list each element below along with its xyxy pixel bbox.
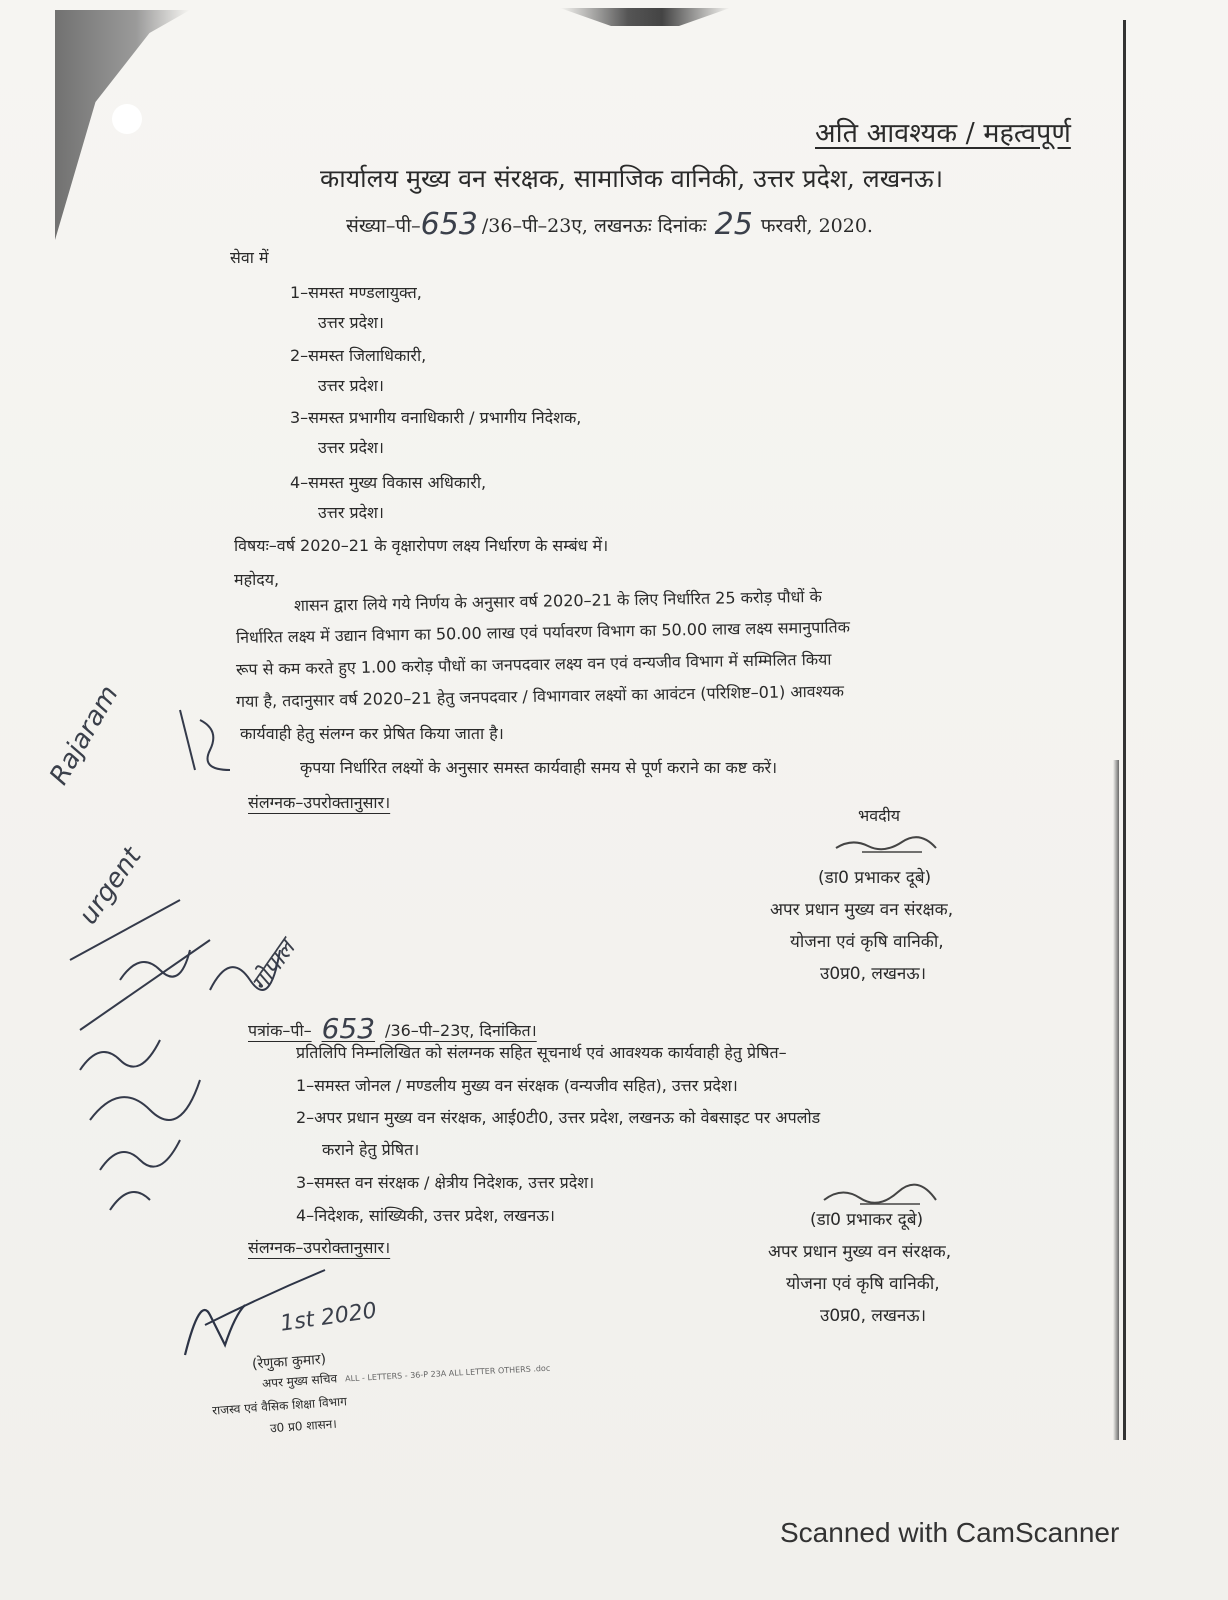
addressee-4-line1: 4–समस्त मुख्य विकास अधिकारी,: [290, 473, 487, 492]
file-path-text: ALL - LETTERS - 36-P 23A ALL LETTER OTHERS .doc: [344, 1363, 551, 1384]
urgency-label: अति आवश्यक / महत्वपूर्ण: [815, 118, 1071, 149]
copy-ref-prefix: पत्रांक–पी–: [248, 1021, 312, 1040]
addressee-3-line1: 3–समस्त प्रभागीय वनाधिकारी / प्रभागीय निदेशक,: [290, 408, 582, 427]
addressee-1-line2: उत्तर प्रदेश।: [318, 313, 384, 332]
handwritten-date-note: 1st 2020: [278, 1298, 379, 1337]
signature-scribble-2: [820, 1180, 940, 1210]
margin-note-rajaram: Rajaram: [44, 680, 125, 790]
body-line-2: निर्धारित लक्ष्य में उद्यान विभाग का 50.00 लाख एवं पर्यावरण विभाग का 50.00 लाख लक्ष्य समानुपातिक: [235, 617, 851, 647]
stamp-line-4: उ0 प्र0 शासन।: [269, 1416, 338, 1436]
ref-suffix: फरवरी, 2020.: [760, 215, 873, 237]
camscanner-watermark: Scanned with CamScanner: [780, 1517, 1120, 1548]
copy-ref-number-handwritten: 653: [321, 1012, 376, 1045]
addressee-2-line2: उत्तर प्रदेश।: [318, 376, 384, 395]
salutation: महोदय,: [234, 570, 280, 589]
copy-enclosure: संलग्नक–उपरोक्तानुसार।: [248, 1238, 391, 1257]
addressee-1-line1: 1–समस्त मण्डलायुक्त,: [290, 283, 422, 302]
office-title: कार्यालय मुख्य वन संरक्षक, सामाजिक वानिकी, उत्तर प्रदेश, लखनऊ।: [320, 164, 944, 193]
signatory-designation-2: योजना एवं कृषि वानिकी,: [790, 932, 944, 952]
ref-day-handwritten: 25: [714, 207, 753, 242]
body-line-4: गया है, तदानुसार वर्ष 2020–21 हेतु जनपदवार / विभागवार लक्ष्यों का आवंटन (परिशिष्ट–01) आवश्यक: [235, 681, 845, 711]
copy-ref-suffix: /36–पी–23ए, दिनांकित।: [385, 1021, 537, 1040]
copy-signatory-designation-1: अपर प्रधान मुख्य वन संरक्षक,: [768, 1242, 952, 1262]
addressee-intro: सेवा में: [230, 248, 269, 267]
body-line-5: कार्यवाही हेतु संलग्न कर प्रेषित किया जाता है।: [240, 724, 504, 743]
ref-number-handwritten: 653: [420, 207, 478, 242]
ref-middle: /36–पी–23ए, लखनऊः दिनांकः: [481, 215, 707, 237]
signatory-designation-3: उ0प्र0, लखनऊ।: [820, 964, 927, 984]
addressee-4-line2: उत्तर प्रदेश।: [318, 503, 384, 522]
copy-item-2: 2–अपर प्रधान मुख्य वन संरक्षक, आई0टी0, उत्तर प्रदेश, लखनऊ को वेबसाइट पर अपलोड: [296, 1108, 821, 1127]
copy-signatory-name: (डा0 प्रभाकर दूबे): [810, 1210, 924, 1230]
page-right-edge: [1123, 20, 1126, 1440]
copy-intro: प्रतिलिपि निम्नलिखित को संलग्नक सहित सूचनार्थ एवं आवश्यक कार्यवाही हेतु प्रेषित–: [296, 1043, 787, 1062]
addressee-3-line2: उत्तर प्रदेश।: [318, 438, 384, 457]
body-request: कृपया निर्धारित लक्ष्यों के अनुसार समस्त कार्यवाही समय से पूर्ण कराने का कष्ट करें।: [300, 758, 778, 777]
copy-item-1: 1–समस्त जोनल / मण्डलीय मुख्य वन संरक्षक (वन्यजीव सहित), उत्तर प्रदेश।: [296, 1076, 738, 1095]
margin-note-urgent: urgent: [73, 842, 148, 930]
closing-bhavdiya: भवदीय: [858, 806, 901, 825]
copy-signatory-designation-3: उ0प्र0, लखनऊ।: [820, 1306, 927, 1326]
ref-prefix: संख्या–पी–: [346, 215, 421, 237]
scan-punch-hole: [112, 104, 142, 134]
copy-item-4: 4–निदेशक, सांख्यिकी, उत्तर प्रदेश, लखनऊ।: [296, 1206, 555, 1225]
copy-signatory-designation-2: योजना एवं कृषि वानिकी,: [786, 1274, 940, 1294]
margin-handwriting-scribbles: [60, 700, 320, 1260]
stamp-line-1: (रेणुका कुमार): [251, 1351, 327, 1373]
page-right-shadow: [1113, 760, 1119, 1440]
stamp-line-3: राजस्व एवं वैसिक शिक्षा विभाग: [211, 1394, 348, 1418]
stamp-line-2: अपर मुख्य सचिव: [261, 1371, 338, 1391]
addressee-2-line1: 2–समस्त जिलाधिकारी,: [290, 346, 427, 365]
body-enclosure: संलग्नक–उपरोक्तानुसार।: [248, 793, 391, 812]
copy-item-2-cont: कराने हेतु प्रेषित।: [322, 1140, 420, 1159]
signatory-designation-1: अपर प्रधान मुख्य वन संरक्षक,: [770, 900, 954, 920]
signatory-name: (डा0 प्रभाकर दूबे): [818, 868, 932, 888]
signature-scribble-1: [832, 830, 942, 858]
copy-item-3: 3–समस्त वन संरक्षक / क्षेत्रीय निदेशक, उत्तर प्रदेश।: [296, 1173, 595, 1192]
margin-note-hindi: गोपाल: [245, 935, 301, 997]
body-line-1: शासन द्वारा लिये गये निर्णय के अनुसार वर्ष 2020–21 के लिए निर्धारित 25 करोड़ पौधों के: [293, 586, 823, 615]
subject-line: विषयः–वर्ष 2020–21 के वृक्षारोपण लक्ष्य निर्धारण के सम्बंध में।: [234, 536, 609, 555]
letter-reference: [346, 207, 873, 242]
body-line-3: रूप से कम करते हुए 1.00 करोड़ पौधों का जनपदवार लक्ष्य वन एवं वन्यजीव विभाग में सम्मिलित किया: [235, 649, 832, 679]
scan-top-smear: [560, 8, 730, 26]
